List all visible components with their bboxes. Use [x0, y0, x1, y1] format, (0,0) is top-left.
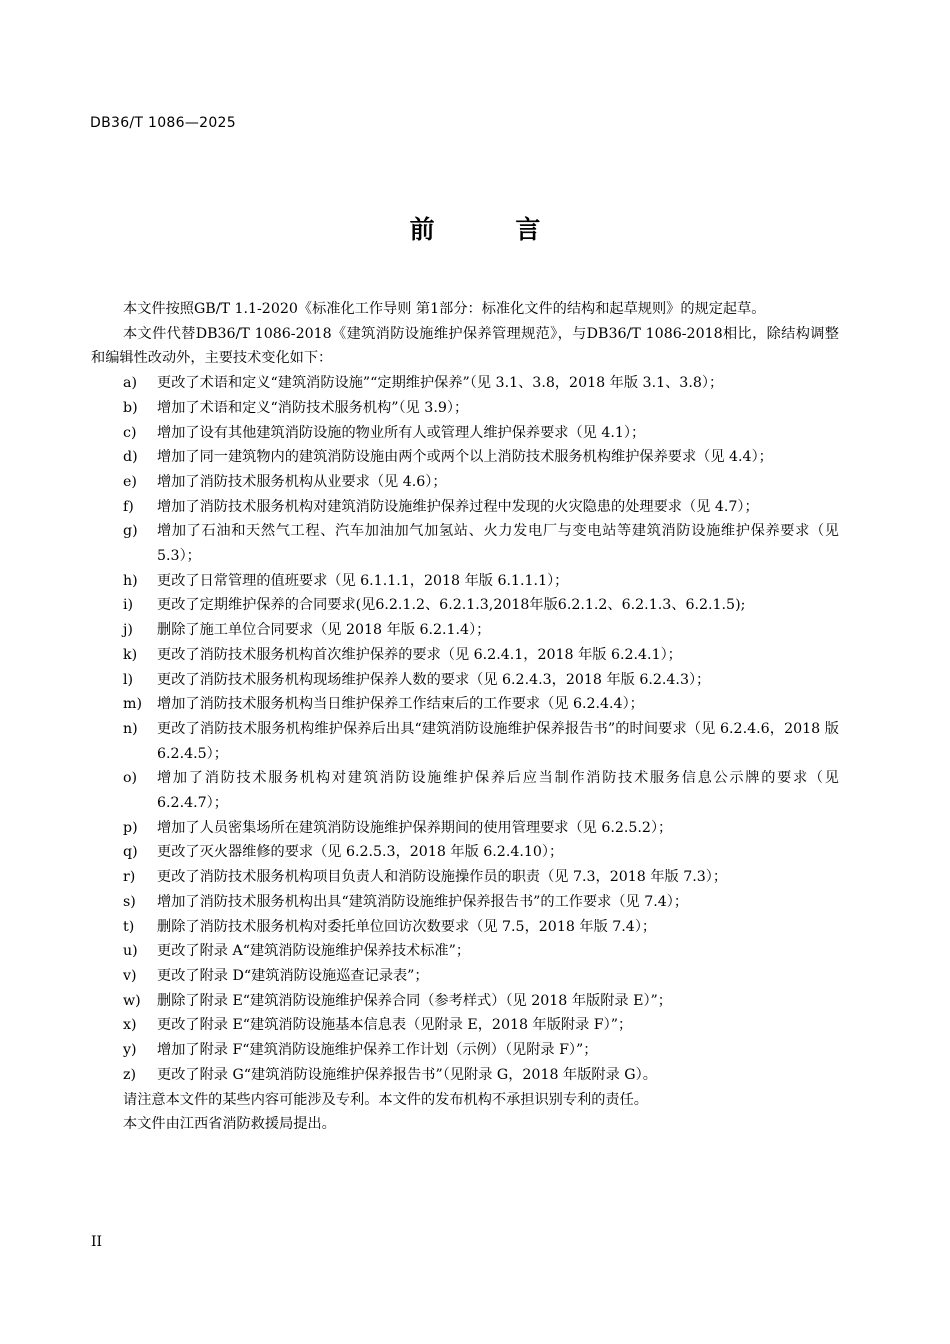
list-item-text: 删除了附录 E“建筑消防设施维护保养合同（参考样式）（见 2018 年版附录 E）”； — [157, 992, 672, 1009]
list-item-text: 删除了消防技术服务机构对委托单位回访次数要求（见 7.5，2018 年版 7.4）； — [157, 918, 657, 935]
list-marker: w) — [123, 992, 141, 1009]
list-item-text: 更改了附录 A“建筑消防设施维护保养技术标准”； — [157, 943, 471, 960]
change-list-item — [91, 692, 839, 717]
list-item-text: 增加了石油和天然气工程、汽车加油加气加氢站、火力发电厂与变电站等建筑消防设施维护保养要求（见 5.3）； — [157, 523, 839, 565]
list-item-text: 增加了消防技术服务机构对建筑消防设施维护保养过程中发现的火灾隐患的处理要求（见 4.7）； — [157, 498, 759, 515]
list-marker: c) — [123, 424, 137, 441]
list-item-text: 增加了消防技术服务机构对建筑消防设施维护保养后应当制作消防技术服务信息公示牌的要求（见 6.2.4.7）； — [157, 770, 839, 812]
list-marker: o) — [123, 770, 138, 787]
list-item-text: 增加了设有其他建筑消防设施的物业所有人或管理人维护保养要求（见 4.1）； — [157, 424, 646, 441]
change-list-item — [91, 717, 839, 766]
list-item-text: 增加了消防技术服务机构从业要求（见 4.6）； — [157, 473, 447, 490]
change-list-item — [91, 865, 839, 890]
list-item-text: 更改了定期维护保养的合同要求(见6.2.1.2、6.2.1.3,2018年版6.2.1.2、6.2.1.3、6.2.1.5); — [157, 597, 746, 614]
list-item-text: 增加了消防技术服务机构当日维护保养工作结束后的工作要求（见 6.2.4.4）； — [157, 696, 644, 713]
change-list-item — [91, 766, 839, 815]
change-list-item — [91, 939, 839, 964]
list-item-text: 更改了消防技术服务机构维护保养后出具“建筑消防设施维护保养报告书”的时间要求（见 6.2.4.6，2018 版 6.2.4.5）； — [157, 720, 839, 762]
page-number: II — [91, 1234, 103, 1250]
change-list-item — [91, 890, 839, 915]
change-list-item — [91, 1013, 839, 1038]
list-marker: u) — [123, 943, 138, 960]
list-marker: x) — [123, 1017, 137, 1034]
proposer-statement: 本文件由江西省消防救援局提出。 — [123, 1116, 336, 1133]
change-list-item — [91, 1063, 839, 1088]
list-item-text: 更改了附录 G“建筑消防设施维护保养报告书”（见附录 G，2018 年版附录 G）。 — [157, 1066, 657, 1083]
list-item-text: 更改了日常管理的值班要求（见 6.1.1.1，2018 年版 6.1.1.1）； — [157, 572, 569, 589]
document-code: DB36/T 1086—2025 — [90, 115, 236, 131]
list-item-text: 增加了附录 F“建筑消防设施维护保养工作计划（示例）（见附录 F）”； — [157, 1042, 598, 1059]
list-marker: p) — [123, 819, 138, 836]
list-marker: k) — [123, 646, 138, 663]
list-item-text: 删除了施工单位合同要求（见 2018 年版 6.2.1.4）； — [157, 622, 491, 639]
patent-notice: 请注意本文件的某些内容可能涉及专利。本文件的发布机构不承担识别专利的责任。 — [123, 1091, 648, 1108]
list-item-text: 更改了附录 E“建筑消防设施基本信息表（见附录 E，2018 年版附录 F）”； — [157, 1017, 633, 1034]
list-marker: y) — [123, 1042, 137, 1059]
list-item-text: 增加了消防技术服务机构出具“建筑消防设施维护保养报告书”的工作要求（见 7.4）； — [157, 893, 689, 910]
list-item-text: 更改了灭火器维修的要求（见 6.2.5.3，2018 年版 6.2.4.10）； — [157, 844, 564, 861]
list-marker: n) — [123, 720, 138, 737]
change-list-item — [91, 1038, 839, 1063]
list-item-text: 增加了人员密集场所在建筑消防设施维护保养期间的使用管理要求（见 6.2.5.2）； — [157, 819, 673, 836]
change-list-item — [91, 643, 839, 668]
intro-paragraph: 本文件代替DB36/T 1086-2018《建筑消防设施维护保养管理规范》，与DB36/T 1086-2018相比，除结构调整和编辑性改动外，主要技术变化如下： — [91, 325, 839, 367]
list-marker: e) — [123, 473, 137, 490]
change-list-item — [91, 618, 839, 643]
list-marker: m) — [123, 696, 142, 713]
list-marker: d) — [123, 449, 138, 466]
intro-paragraph: 本文件按照GB/T 1.1-2020《标准化工作导则 第1部分：标准化文件的结构和起草规则》的规定起草。 — [123, 301, 766, 317]
change-list-item — [91, 371, 839, 396]
change-list-item — [91, 396, 839, 421]
change-list-item — [91, 915, 839, 940]
list-marker: t) — [123, 918, 135, 935]
list-marker: f) — [123, 498, 134, 515]
list-marker: l) — [123, 671, 134, 688]
list-item-text: 增加了同一建筑物内的建筑消防设施由两个或两个以上消防技术服务机构维护保养要求（见 4.4）； — [157, 449, 773, 466]
list-item-text: 更改了术语和定义“建筑消防设施”“定期维护保养”（见 3.1、3.8，2018 年版 3.1、3.8）； — [157, 375, 724, 392]
changes-list — [91, 371, 839, 1087]
change-list-item — [91, 445, 839, 470]
list-marker: b) — [123, 399, 138, 416]
change-list-item — [91, 470, 839, 495]
change-list-item — [91, 964, 839, 989]
page-title: 前 言 — [409, 215, 577, 244]
list-item-text: 更改了消防技术服务机构项目负责人和消防设施操作员的职责（见 7.3，2018 年版 7.3）； — [157, 869, 728, 886]
list-marker: a) — [123, 375, 137, 392]
list-marker: i) — [123, 597, 134, 614]
change-list-item — [91, 668, 839, 693]
list-marker: h) — [123, 572, 138, 589]
change-list-item — [91, 989, 839, 1014]
change-list-item — [91, 840, 839, 865]
list-marker: j) — [123, 622, 133, 639]
list-marker: q) — [123, 844, 138, 861]
change-list-item — [91, 495, 839, 520]
change-list-item — [91, 816, 839, 841]
list-item-text: 更改了消防技术服务机构现场维护保养人数的要求（见 6.2.4.3，2018 年版 6.2.4.3）； — [157, 671, 711, 688]
list-marker: r) — [123, 869, 136, 886]
change-list-item — [91, 421, 839, 446]
list-marker: g) — [123, 523, 138, 540]
list-marker: z) — [123, 1066, 137, 1083]
change-list-item — [91, 519, 839, 568]
list-item-text: 增加了术语和定义“消防技术服务机构”（见 3.9）； — [157, 399, 469, 416]
list-marker: s) — [123, 893, 136, 910]
change-list-item — [91, 593, 839, 618]
change-list-item — [91, 569, 839, 594]
list-marker: v) — [123, 967, 137, 984]
list-item-text: 更改了附录 D“建筑消防设施巡查记录表”； — [157, 967, 429, 984]
list-item-text: 更改了消防技术服务机构首次维护保养的要求（见 6.2.4.1，2018 年版 6.2.4.1）； — [157, 646, 682, 663]
foreword-body — [91, 297, 839, 1137]
